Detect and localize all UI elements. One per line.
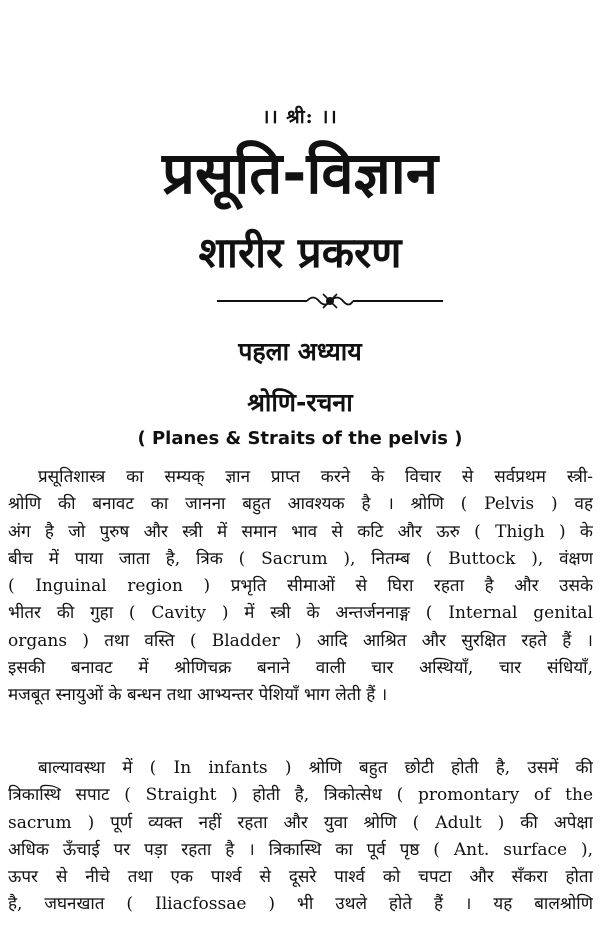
paragraph-line: बाल्यावस्था में ( In infants ) श्रोणि बहुत छोटी होती है, उसमें की	[38, 758, 593, 778]
paragraph-line: मजबूत स्नायुओं के बन्धन तथा आभ्यन्तर पेशियाँ भाग लेती हैं ।	[8, 685, 388, 706]
paragraph-2	[8, 755, 593, 919]
paragraph-line: organs ) तथा वस्ति ( Bladder ) आदि आश्रित और सुरक्षित रहते हैं ।	[8, 630, 593, 651]
paragraph-line: ( Inguinal region ) प्रभृति सीमाओं से घिरा रहता है और उसके	[8, 576, 593, 597]
paragraph-line: प्रसूतिशास्त्र का सम्यक् ज्ञान प्राप्त करने के विचार से सर्वप्रथम स्त्री-	[38, 467, 593, 487]
paragraph-line: त्रिकास्थि सपाट ( Straight ) होती है, त्रिकोत्सेध ( promontary of the	[8, 785, 593, 806]
section-title-english: ( Planes & Straits of the pelvis )	[137, 428, 463, 449]
paragraph-line: अंग है जो पुरुष और स्त्री में समान भाव से कटि और ऊरु ( Thigh ) के	[8, 521, 593, 542]
section-title: श्रोणि-रचना	[247, 388, 353, 417]
paragraph-line: इसकी बनावट में श्रोणिचक्र बनाने वाली चार अस्थियाँ, चार संधियाँ,	[8, 658, 593, 679]
paragraph-line: sacrum ) पूर्ण व्यक्त नहीं रहता और युवा श्रोणि ( Adult ) की अपेक्षा	[8, 812, 593, 833]
paragraph-line: बीच में पाया जाता है, त्रिक ( Sacrum ), नितम्ब ( Buttock ), वंक्षण	[8, 548, 593, 569]
ornamental-divider-icon	[215, 290, 445, 312]
paragraph-line: ऊपर से नीचे तथा एक पार्श्व से दूसरे पार्श्व को चपटा और सँकरा होता	[8, 867, 593, 888]
paragraph-line: है, जघनखात ( Iliacfossae ) भी उथले होते हैं । यह बालश्रोणि	[8, 894, 593, 915]
paragraph-1	[8, 464, 593, 710]
book-subtitle: शारीर प्रकरण	[198, 228, 402, 277]
chapter-heading: पहला अध्याय	[238, 337, 362, 366]
invocation-line: ।। श्री: ।।	[262, 106, 338, 128]
paragraph-line: भीतर की गुहा ( Cavity ) में स्त्री के अन्तर्जननाङ्ग ( Internal genital	[8, 603, 593, 624]
paragraph-line: अधिक ऊँचाई पर पड़ा रहता है । त्रिकास्थि का पूर्व पृष्ठ ( Ant. surface ),	[8, 839, 593, 860]
paragraph-line: श्रोणि की बनावट का जानना बहुत आवश्यक है । श्रोणि ( Pelvis ) वह	[8, 494, 593, 515]
book-title: प्रसूति-विज्ञान	[161, 139, 439, 207]
